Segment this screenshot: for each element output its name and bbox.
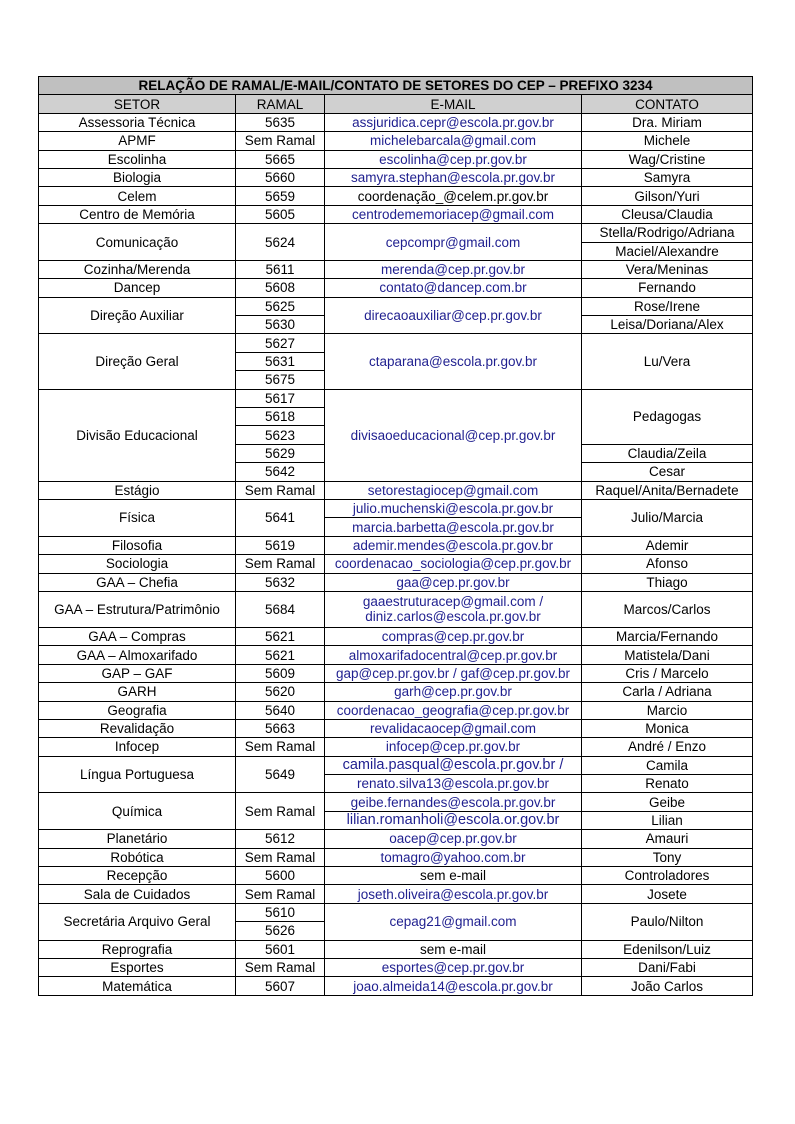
contacts-table: [38, 76, 753, 996]
ramal-cell: 5611: [236, 260, 325, 278]
ramal-cell: 5659: [236, 187, 325, 205]
setor-cell: Robótica: [39, 848, 236, 866]
contato-cell: Monica: [582, 719, 753, 737]
ramal-cell: 5621: [236, 627, 325, 645]
table-row: [39, 591, 753, 627]
setor-cell: GAA – Almoxarifado: [39, 646, 236, 664]
email-link[interactable]: merenda@cep.pr.gov.br: [325, 260, 582, 278]
email-link[interactable]: infocep@cep.pr.gov.br: [325, 738, 582, 756]
email-link[interactable]: divisaoeducacional@cep.pr.gov.br: [325, 389, 582, 481]
table-row: [39, 187, 753, 205]
ramal-cell: 5660: [236, 168, 325, 186]
ramal-cell: 5601: [236, 940, 325, 958]
table-row: [39, 205, 753, 223]
ramal-cell: 5621: [236, 646, 325, 664]
ramal-cell: 5663: [236, 719, 325, 737]
ramal-cell: 5665: [236, 150, 325, 168]
table-row: [39, 168, 753, 186]
email-cell: sem e-mail: [325, 867, 582, 885]
header-setor: SETOR: [39, 95, 236, 113]
contato-cell: Marcia/Fernando: [582, 627, 753, 645]
table-row: [39, 499, 753, 517]
contato-cell: Cleusa/Claudia: [582, 205, 753, 223]
email-link[interactable]: esportes@cep.pr.gov.br: [325, 958, 582, 976]
setor-cell: Química: [39, 793, 236, 830]
contato-cell: Marcio: [582, 701, 753, 719]
table-row: [39, 793, 753, 811]
contato-cell: Amauri: [582, 830, 753, 848]
ramal-cell: 5675: [236, 371, 325, 389]
contato-cell: Camila: [582, 756, 753, 774]
email-link[interactable]: gaa@cep.pr.gov.br: [325, 573, 582, 591]
table-row: [39, 701, 753, 719]
email-link[interactable]: renato.silva13@escola.pr.gov.br: [325, 775, 582, 793]
setor-cell: Esportes: [39, 958, 236, 976]
ramal-cell: 5609: [236, 664, 325, 682]
contato-cell: Tony: [582, 848, 753, 866]
setor-cell: Comunicação: [39, 224, 236, 261]
table-row: [39, 132, 753, 150]
contato-cell: Matistela/Dani: [582, 646, 753, 664]
contato-cell: Leisa/Doriana/Alex: [582, 316, 753, 334]
setor-cell: Cozinha/Merenda: [39, 260, 236, 278]
table-row: [39, 389, 753, 407]
email-link[interactable]: cepag21@gmail.com: [325, 903, 582, 940]
email-link[interactable]: contato@dancep.com.br: [325, 279, 582, 297]
setor-cell: Infocep: [39, 738, 236, 756]
email-line[interactable]: diniz.carlos@escola.pr.gov.br: [365, 609, 541, 625]
ramal-cell: 5617: [236, 389, 325, 407]
contato-cell: Claudia/Zeila: [582, 444, 753, 462]
setor-cell: GAA – Estrutura/Patrimônio: [39, 591, 236, 627]
ramal-cell: 5632: [236, 573, 325, 591]
email-link[interactable]: escolinha@cep.pr.gov.br: [325, 150, 582, 168]
contato-cell: Controladores: [582, 867, 753, 885]
contato-cell: Julio/Marcia: [582, 499, 753, 536]
ramal-cell: 5631: [236, 352, 325, 370]
setor-cell: Secretária Arquivo Geral: [39, 903, 236, 940]
contato-cell: André / Enzo: [582, 738, 753, 756]
ramal-cell: Sem Ramal: [236, 132, 325, 150]
email-link[interactable]: centrodememoriacep@gmail.com: [325, 205, 582, 223]
ramal-cell: 5642: [236, 463, 325, 481]
contato-cell: Samyra: [582, 168, 753, 186]
email-link[interactable]: michelebarcala@gmail.com: [325, 132, 582, 150]
table-row: [39, 903, 753, 921]
table-row: [39, 830, 753, 848]
table-row: [39, 940, 753, 958]
table-row: [39, 555, 753, 573]
table-row: [39, 885, 753, 903]
email-link[interactable]: compras@cep.pr.gov.br: [325, 627, 582, 645]
contato-cell: Vera/Meninas: [582, 260, 753, 278]
table-row: [39, 279, 753, 297]
setor-cell: Direção Geral: [39, 334, 236, 389]
ramal-cell: 5629: [236, 444, 325, 462]
setor-cell: Geografia: [39, 701, 236, 719]
setor-cell: Sala de Cuidados: [39, 885, 236, 903]
email-link[interactable]: revalidacaocep@gmail.com: [325, 719, 582, 737]
ramal-cell: 5630: [236, 316, 325, 334]
setor-cell: Planetário: [39, 830, 236, 848]
contato-cell: Josete: [582, 885, 753, 903]
ramal-cell: 5619: [236, 536, 325, 554]
contato-cell: Cesar: [582, 463, 753, 481]
ramal-cell: Sem Ramal: [236, 793, 325, 830]
ramal-cell: Sem Ramal: [236, 481, 325, 499]
setor-cell: Recepção: [39, 867, 236, 885]
contato-cell: Dra. Miriam: [582, 113, 753, 131]
contato-cell: Pedagogas: [582, 389, 753, 444]
contato-cell: João Carlos: [582, 977, 753, 995]
setor-cell: Escolinha: [39, 150, 236, 168]
contato-cell: Marcos/Carlos: [582, 591, 753, 627]
setor-cell: Centro de Memória: [39, 205, 236, 223]
contato-cell: Afonso: [582, 555, 753, 573]
contato-cell: Geibe: [582, 793, 753, 811]
ramal-cell: 5610: [236, 903, 325, 921]
email-link[interactable]: joseth.oliveira@escola.pr.gov.br: [325, 885, 582, 903]
email-link[interactable]: coordenação_@celem.pr.gov.br: [325, 187, 582, 205]
ramal-cell: 5607: [236, 977, 325, 995]
ramal-cell: Sem Ramal: [236, 885, 325, 903]
table-row: [39, 481, 753, 499]
email-link[interactable]: joao.almeida14@escola.pr.gov.br: [325, 977, 582, 995]
ramal-cell: 5627: [236, 334, 325, 352]
setor-cell: Língua Portuguesa: [39, 756, 236, 793]
table-row: [39, 738, 753, 756]
setor-cell: APMF: [39, 132, 236, 150]
email-link[interactable]: tomagro@yahoo.com.br: [325, 848, 582, 866]
table-row: [39, 958, 753, 976]
header-contato: CONTATO: [582, 95, 753, 113]
table-row: [39, 867, 753, 885]
table-row: [39, 756, 753, 774]
email-link[interactable]: ctaparana@escola.pr.gov.br: [325, 334, 582, 389]
email-link[interactable]: camila.pasqual@escola.pr.gov.br /: [325, 756, 582, 774]
ramal-cell: 5623: [236, 426, 325, 444]
email-link[interactable]: direcaoauxiliar@cep.pr.gov.br: [325, 297, 582, 334]
setor-cell: Biologia: [39, 168, 236, 186]
contato-cell: Dani/Fabi: [582, 958, 753, 976]
ramal-cell: 5600: [236, 867, 325, 885]
ramal-cell: 5620: [236, 683, 325, 701]
ramal-cell: 5626: [236, 922, 325, 940]
contato-cell: Lu/Vera: [582, 334, 753, 389]
contato-cell: Paulo/Nilton: [582, 903, 753, 940]
email-link[interactable]: almoxarifadocentral@cep.pr.gov.br: [325, 646, 582, 664]
email-link[interactable]: coordenacao_geografia@cep.pr.gov.br: [325, 701, 582, 719]
setor-cell: Divisão Educacional: [39, 389, 236, 481]
setor-cell: Sociologia: [39, 555, 236, 573]
setor-cell: GAA – Compras: [39, 627, 236, 645]
ramal-cell: 5625: [236, 297, 325, 315]
contato-cell: Fernando: [582, 279, 753, 297]
header-email: E-MAIL: [325, 95, 582, 113]
table-row: [39, 848, 753, 866]
contato-cell: Raquel/Anita/Bernadete: [582, 481, 753, 499]
email-cell: sem e-mail: [325, 940, 582, 958]
contato-cell: Renato: [582, 775, 753, 793]
email-link[interactable]: ademir.mendes@escola.pr.gov.br: [325, 536, 582, 554]
ramal-cell: 5635: [236, 113, 325, 131]
email-link[interactable]: [325, 591, 582, 627]
setor-cell: Direção Auxiliar: [39, 297, 236, 334]
email-link[interactable]: samyra.stephan@escola.pr.gov.br: [325, 168, 582, 186]
ramal-cell: 5624: [236, 224, 325, 261]
ramal-cell: Sem Ramal: [236, 848, 325, 866]
contato-cell: Lilian: [582, 811, 753, 829]
setor-cell: Filosofia: [39, 536, 236, 554]
setor-cell: Física: [39, 499, 236, 536]
setor-cell: Celem: [39, 187, 236, 205]
email-link[interactable]: assjuridica.cepr@escola.pr.gov.br: [325, 113, 582, 131]
ramal-cell: 5605: [236, 205, 325, 223]
table-row: [39, 664, 753, 682]
table-row: [39, 113, 753, 131]
contato-cell: Cris / Marcelo: [582, 664, 753, 682]
table-title: RELAÇÃO DE RAMAL/E-MAIL/CONTATO DE SETORES DO CEP – PREFIXO 3234: [39, 77, 753, 95]
table-row: [39, 977, 753, 995]
contato-cell: Edenilson/Luiz: [582, 940, 753, 958]
email-link[interactable]: gap@cep.pr.gov.br / gaf@cep.pr.gov.br: [325, 664, 582, 682]
ramal-cell: Sem Ramal: [236, 555, 325, 573]
header-ramal: RAMAL: [236, 95, 325, 113]
table-row: [39, 536, 753, 554]
setor-cell: Estágio: [39, 481, 236, 499]
table-row: [39, 683, 753, 701]
ramal-cell: 5684: [236, 591, 325, 627]
email-line[interactable]: gaaestruturacep@gmail.com /: [362, 594, 544, 610]
table-row: [39, 150, 753, 168]
ramal-cell: 5640: [236, 701, 325, 719]
ramal-cell: 5608: [236, 279, 325, 297]
table-row: [39, 719, 753, 737]
table-row: [39, 627, 753, 645]
email-link[interactable]: cepcompr@gmail.com: [325, 224, 582, 261]
email-link[interactable]: geibe.fernandes@escola.pr.gov.br: [325, 793, 582, 811]
setor-cell: GAP – GAF: [39, 664, 236, 682]
contato-cell: Maciel/Alexandre: [582, 242, 753, 260]
setor-cell: GAA – Chefia: [39, 573, 236, 591]
contato-cell: Carla / Adriana: [582, 683, 753, 701]
contato-cell: Wag/Cristine: [582, 150, 753, 168]
contato-cell: Michele: [582, 132, 753, 150]
ramal-cell: 5612: [236, 830, 325, 848]
contato-cell: Thiago: [582, 573, 753, 591]
setor-cell: Dancep: [39, 279, 236, 297]
ramal-cell: Sem Ramal: [236, 738, 325, 756]
table-row: [39, 260, 753, 278]
setor-cell: Reprografia: [39, 940, 236, 958]
setor-cell: GARH: [39, 683, 236, 701]
contato-cell: Rose/Irene: [582, 297, 753, 315]
ramal-cell: Sem Ramal: [236, 958, 325, 976]
setor-cell: Matemática: [39, 977, 236, 995]
table-row: [39, 573, 753, 591]
contato-cell: Stella/Rodrigo/Adriana: [582, 224, 753, 242]
table-row: [39, 224, 753, 242]
email-link[interactable]: oacep@cep.pr.gov.br: [325, 830, 582, 848]
ramal-cell: 5641: [236, 499, 325, 536]
table-row: [39, 334, 753, 352]
email-link[interactable]: lilian.romanholi@escola.or.gov.br: [325, 811, 582, 829]
ramal-cell: 5618: [236, 408, 325, 426]
email-link[interactable]: marcia.barbetta@escola.pr.gov.br: [325, 518, 582, 536]
table-row: [39, 297, 753, 315]
email-link[interactable]: setorestagiocep@gmail.com: [325, 481, 582, 499]
table-row: [39, 646, 753, 664]
ramal-cell: 5649: [236, 756, 325, 793]
email-link[interactable]: garh@cep.pr.gov.br: [325, 683, 582, 701]
contato-cell: Gilson/Yuri: [582, 187, 753, 205]
setor-cell: Assessoria Técnica: [39, 113, 236, 131]
email-link[interactable]: julio.muchenski@escola.pr.gov.br: [325, 499, 582, 517]
email-link[interactable]: coordenacao_sociologia@cep.pr.gov.br: [325, 555, 582, 573]
setor-cell: Revalidação: [39, 719, 236, 737]
contato-cell: Ademir: [582, 536, 753, 554]
